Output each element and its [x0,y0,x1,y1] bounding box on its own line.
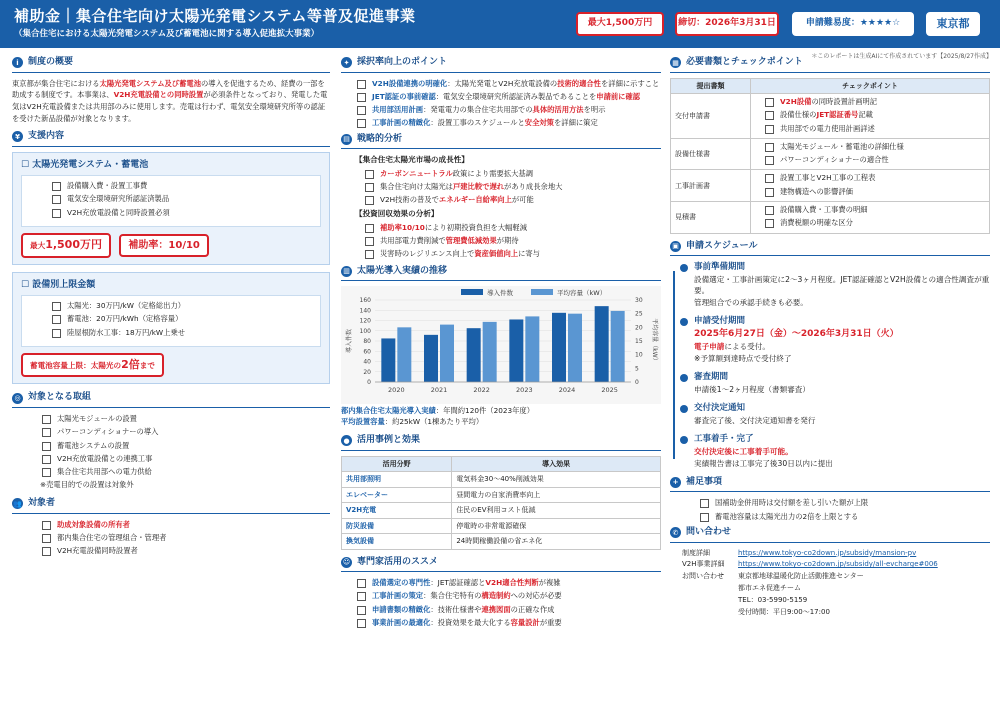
list-item: 設備購入費・設置工事費 [52,180,312,191]
schedule-step: 申請受付期間 2025年6月27日（金）～2026年3月31日（火） 電子申請による受付。 ※予算額到達時点で受付終了 [680,315,990,364]
header [0,0,1000,48]
docs-table [670,78,990,234]
table-row: エレベーター 昼間電力の自家消費率向上 [342,487,661,503]
bar-capacity [440,325,454,382]
list-item: 太陽光モジュールの設置 [42,413,330,424]
list-item: 集合住宅向け太陽光は戸建比較で遅れがあり成長余地大 [365,181,661,192]
schedule-heading: ▣ 申請スケジュール [670,240,990,257]
y2-axis-label: 平均容量（kW） [651,318,658,364]
y-tick-label: 0 [367,379,371,387]
y2-tick-label: 20 [635,324,643,332]
y-tick-label: 80 [363,338,371,346]
list-item: 設備仕様のJET認証番号記載 [765,109,985,120]
list-item: 集合住宅共用部への電力供給 [42,466,330,477]
bar-count [595,306,609,382]
y-tick-label: 60 [363,348,371,356]
middle-column [341,56,661,630]
list-item: 設置工事とV2H工事の工程表 [765,172,985,183]
bar-capacity [483,322,497,382]
list-item: 事業計画の最適化：投資効果を最大化する容量設計が重要 [357,617,661,628]
timeline-line [673,271,675,459]
list-item: V2H設備連携の明確化：太陽光発電とV2H充放電設備の技術的適合性を詳細に示すこと [357,78,661,89]
list-item: 共用部活用計画：発電電力の集合住宅共用部での具体的活用方法を明示 [357,104,661,115]
limit-title: ☐ 設備別上限金額 [21,279,96,290]
y-tick-label: 120 [359,317,371,325]
docs-heading: ▦ 必要書類とチェックポイント [670,56,990,73]
info-icon: i [12,57,23,68]
bar-capacity [525,317,539,383]
rate-pill: 補助率：10/10 [119,234,208,257]
table-header: 活用分野 [342,456,452,472]
v2h-link[interactable]: https://www.tokyo-co2down.jp/subsidy/all-evcharge#006 [738,560,938,569]
supplement-list [670,497,990,522]
bar-capacity [568,314,582,382]
strategy-subheading: 【集合住宅太陽光市場の成長性】 [355,155,469,165]
cases-table [341,456,661,550]
phone-icon: ✆ [670,527,681,538]
x-tick-label: 2023 [516,386,533,395]
list-item: 建物構造への影響評価 [765,186,985,197]
page-subtitle: （集合住宅における太陽光発電システム及び蓄電池に関する導入促進拡大事業） [14,29,320,39]
table-row: 工事計画書 設置工事とV2H工事の工程表 建物構造への影響評価 [671,170,990,202]
table-row: V2H充電 住民のEV利用コスト低減 [342,503,661,519]
list-item: 工事計画の策定：集合住宅特有の構造制約への対応が必要 [357,590,661,601]
list-item: カーボンニュートラル政策により需要拡大基調 [365,168,661,179]
list-item: 工事計画の精緻化：設置工事のスケジュールと安全対策を詳細に策定 [357,117,661,128]
right-column [670,56,990,619]
lightbulb-icon: ✦ [341,57,352,68]
list-item: 共用部電力費削減で管理費低減効果が期待 [365,235,661,246]
bar-count [424,335,438,382]
list-item: 共用部での電力使用計画詳述 [765,123,985,134]
points-list [341,78,661,129]
page-title: 補助金｜集合住宅向け太陽光発電システム等普及促進事業 [14,7,416,25]
solar-battery-list [21,175,321,227]
support-heading: ¥ 支援内容 [12,130,330,147]
strategy-subheading: 【投資回収効果の分析】 [355,209,439,219]
y2-tick-label: 5 [635,365,639,373]
list-item: 蓄電池：20万円/kWh（定格容量） [52,313,312,324]
solar-battery-box [12,152,330,265]
legend-label: 導入件数 [487,289,513,298]
list-item: V2H設備の同時設置計画明記 [765,96,985,107]
chart-notes: 都内集合住宅太陽光導入実績：年間約120件（2023年度） 平均設置容量：約25kW（1棟あたり平均） [341,406,535,427]
list-item: 蓄電池システムの設置 [42,440,330,451]
overview-heading: i 制度の概要 [12,56,330,73]
table-row: 換気設備 24時間稼働設備の省エネ化 [342,534,661,550]
list-item: 災害時のレジリエンス向上で資産価値向上に寄与 [365,248,661,259]
x-tick-label: 2022 [473,386,490,395]
legend-swatch [531,289,553,295]
difficulty-badge: 申請難易度：★★★★☆ [792,12,914,36]
bar-count [509,320,523,383]
y-axis-label: 導入件数 [346,329,353,354]
schedule-timeline [670,261,990,469]
points-heading: ✦ 採択率向上のポイント [341,56,661,73]
overview-text: 東京都が集合住宅における太陽光発電システム及び蓄電池の導入を促進するため、経費の一部を助成する制度です。本事業は、V2H充電設備との同時設置が必須条件となっており、発電した電気はV2H充電設備または共用部のみに使用します。売電は行わず、電気安全環境研究所等の認証を受けた新品設備が対象となります。 [12,78,328,123]
table-header: 提出書類 [671,78,751,94]
y-tick-label: 20 [363,369,371,376]
handshake-icon: ¥ [12,131,23,142]
chart-heading: ▥ 太陽光導入実績の推移 [341,265,661,282]
list-item: 設備購入費・工事費の明細 [765,204,985,215]
list-item: 蓄電池容量は太陽光出力の2倍を上限とする [700,511,990,522]
targets-note: ※売電目的での設置は対象外 [40,480,134,490]
applicants-list [12,519,330,557]
limit-list [21,295,321,347]
y-tick-label: 160 [359,297,371,305]
schedule-step: 交付決定通知 審査完了後、交付決定通知書を発行 [680,402,990,426]
y2-tick-label: 15 [635,338,643,346]
list-item: 電気安全環境研究所認証済製品 [52,193,312,204]
table-row: 交付申請書 V2H設備の同時設置計画明記 設備仕様のJET認証番号記載 共用部での電力使用計画詳述 [671,94,990,139]
list-item: V2H技術の普及でエネルギー自給率向上が可能 [365,194,661,205]
y-tick-label: 100 [359,328,371,335]
list-item: 陸屋根防水工事：18万円/kW上乗せ [52,327,312,338]
legend-label: 平均容量（kW） [557,289,607,298]
table-row: 設備仕様書 太陽光モジュール・蓄電池の詳細仕様 パワーコンディショナーの適合性 [671,138,990,170]
x-tick-label: 2021 [430,386,448,395]
table-header: チェックポイント [751,78,990,94]
document-icon: ▦ [670,57,681,68]
list-item: パワーコンディショナーの適合性 [765,154,985,165]
y-tick-label: 140 [359,307,371,315]
list-item: 太陽光：30万円/kW（定格総出力） [52,300,312,311]
table-header: 導入効果 [452,456,661,472]
strategy-body [341,154,661,260]
experts-list [341,577,661,628]
bar-count [381,339,395,383]
chart-icon: ▤ [341,134,352,145]
limit-box [12,272,330,385]
x-tick-label: 2025 [601,386,618,395]
person-icon: ☺ [342,558,351,567]
battery-limit-pill: 蓄電池容量上限：太陽光の2倍まで [21,353,164,378]
y2-tick-label: 30 [635,297,643,305]
max-amount-badge: 最大1,500万円 [576,12,664,36]
left-column [12,56,330,559]
ai-note: ＊このレポートは生成AIにて作成されています【2025/8/27作成】 [811,53,992,60]
applicants-heading: 👥 対象者 [12,497,330,514]
schedule-step: 審査期間 申請後1～2ヶ月程度（書類審査） [680,371,990,395]
list-item: 設備選定の専門性：JET認証確認とV2H適合性判断が複雑 [357,577,661,588]
y2-tick-label: 25 [635,310,643,318]
list-item: V2H充放電設備との連携工事 [42,453,330,464]
list-item: 都内集合住宅の管理組合・管理者 [42,532,330,543]
list-item: 申請書類の精緻化：技術仕様書や連携図面の正確な作成 [357,604,661,615]
list-item: 国補助金併用時は交付額を差し引いた額が上限 [700,497,990,508]
plus-icon: + [670,477,681,488]
support-pills [21,233,321,258]
list-item: 補助率10/10により初期投資負担を大幅軽減 [365,222,661,233]
area-badge: 東京都 [926,12,980,36]
list-item: V2H充放電設備と同時設置必須 [52,207,312,218]
contact-heading: ✆ 問い合わせ [670,526,990,543]
list-item: V2H充電設備同時設置者 [42,545,330,556]
bar-chart [341,286,661,404]
list-item: 助成対象設備の所有者 [42,519,330,530]
list-item: 消費税額の明確な区分 [765,217,985,228]
table-row: 見積書 設備購入費・工事費の明細 消費税額の明確な区分 [671,202,990,234]
y2-tick-label: 0 [635,379,639,387]
cases-heading: ● 活用事例と効果 [341,434,661,451]
x-tick-label: 2024 [558,386,576,395]
legend-swatch [461,289,483,295]
targets-list [12,413,330,491]
bar-capacity [611,311,625,382]
strategy-heading: ▤ 戦略的分析 [341,133,661,150]
y2-tick-label: 10 [635,351,643,359]
list-item: パワーコンディショナーの導入 [42,426,330,437]
solar-battery-title: ☐ 太陽光発電システム・蓄電池 [21,159,149,170]
list-item: 太陽光モジュール・蓄電池の詳細仕様 [765,141,985,152]
supplement-heading: + 補足事項 [670,476,990,493]
max-pill: 最大1,500万円 [21,233,111,258]
schedule-step: 事前準備期間 設備選定・工事計画策定に2～3ヶ月程度。JET認証確認とV2H設備との適合性調査が重要。 管理組合での承認手続きも必要。 [680,261,990,308]
y-tick-label: 40 [363,358,371,366]
experts-heading: ☺ 専門家活用のススメ [341,556,661,573]
chart-icon: ▥ [341,266,352,277]
contact-body: 制度詳細 https://www.tokyo-co2down.jp/subsidy/mansion-pv V2H事業詳細 https://www.tokyo-co2down.jp/subsidy/all-evcharge#006 お問い合わせ 東京都地球温暖化防止活動推進センター 都市エネ促進チーム TEL：03-5990-5159 受付時間：平日9:00～17:00 [682,548,938,616]
target-icon: ◎ [12,393,23,404]
bar-count [467,328,481,382]
deadline-badge: 締切：2026年3月31日 [675,12,779,36]
table-row: 共用部照明 電気料金30～40%削減効果 [342,472,661,488]
users-icon: 👥 [13,499,22,508]
policy-link[interactable]: https://www.tokyo-co2down.jp/subsidy/mansion-pv [738,548,917,557]
list-item: JET認証の事前確認：電気安全環境研究所認証済み製品であることを申請前に確認 [357,91,661,102]
bar-capacity [397,328,411,383]
x-tick-label: 2020 [388,386,405,395]
table-row: 防災設備 停電時の非常電源確保 [342,518,661,534]
calendar-icon: ▣ [670,241,681,252]
targets-heading: ◎ 対象となる取組 [12,391,330,408]
pin-icon: ● [341,435,352,446]
bar-count [552,313,566,382]
schedule-step: 工事着手・完了 交付決定後に工事着手可能。 実績報告書は工事完了後30日以内に提出 [680,433,990,469]
